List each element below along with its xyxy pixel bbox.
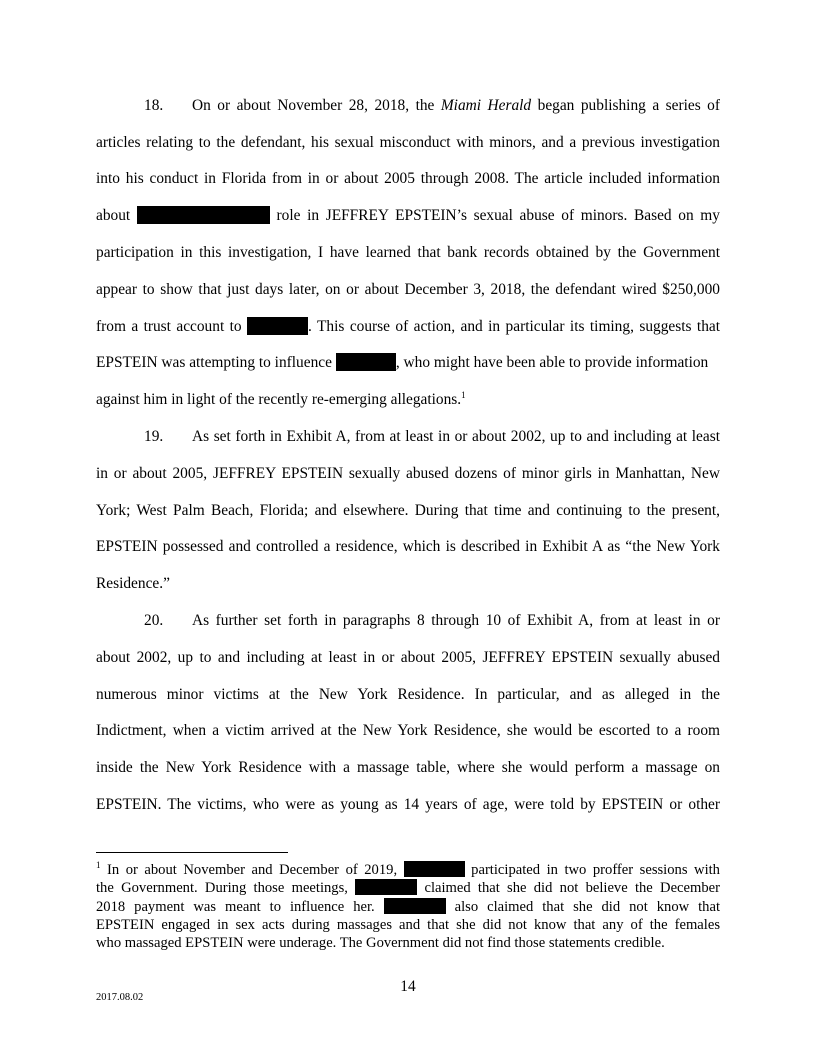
p18-text: . This course of action, and in particular its timing, suggests that bbox=[308, 318, 720, 335]
p18-text: from a trust account to bbox=[96, 318, 242, 335]
footnote-label bbox=[96, 862, 397, 878]
p18-line-8 bbox=[96, 353, 720, 373]
p18-text: about bbox=[96, 207, 131, 224]
page-number: 14 bbox=[400, 978, 416, 995]
p20-line-3: numerous minor victims at the New York Residence. In particular, and as alleged in the bbox=[96, 686, 720, 703]
paragraph-number-18: 18. bbox=[144, 97, 164, 114]
p18-line-6: appear to show that just days later, on or about December 3, 2018, the defendant wired $250,000 bbox=[96, 281, 720, 298]
p19-line-3: York; West Palm Beach, Florida; and elsewhere. During that time and continuing to the present, bbox=[96, 502, 720, 519]
footnote-line-1 bbox=[96, 861, 720, 879]
p19-text: As set forth in Exhibit A, from at least in or about 2002, up to and including at least bbox=[192, 428, 720, 445]
p20-line-1 bbox=[96, 611, 720, 631]
p20-line-2: about 2002, up to and including at least in or about 2005, JEFFREY EPSTEIN sexually abused bbox=[96, 649, 720, 666]
paragraph-number-19: 19. bbox=[144, 428, 164, 445]
footnote-text: In or about November and December of 2019, bbox=[100, 862, 398, 878]
p18-text: , who might have been able to provide information bbox=[395, 354, 709, 371]
footnote-text: claimed that she did not believe the December bbox=[424, 880, 720, 896]
p18-text: role in JEFFREY EPSTEIN’s sexual abuse of minors. Based on my bbox=[276, 207, 720, 224]
footnote-text: the Government. During those meetings, bbox=[96, 880, 348, 896]
p20-text: As further set forth in paragraphs 8 through 10 of Exhibit A, from at least in or bbox=[192, 612, 720, 629]
redaction-bar bbox=[336, 353, 396, 371]
p18-line-4 bbox=[96, 206, 720, 226]
p18-text: against him in light of the recently re-emerging allegations. bbox=[96, 391, 462, 408]
p19-line-1 bbox=[96, 427, 720, 447]
footnote-reference[interactable]: 1 bbox=[461, 390, 466, 400]
p18-line-1 bbox=[96, 96, 720, 116]
footnote-text: participated in two proffer sessions with bbox=[471, 862, 720, 878]
paragraph-number-20: 20. bbox=[144, 612, 164, 629]
p20-line-6: EPSTEIN. The victims, who were as young as 14 years of age, were told by EPSTEIN or other bbox=[96, 796, 720, 813]
p19-line-2: in or about 2005, JEFFREY EPSTEIN sexually abused dozens of minor girls in Manhattan, New bbox=[96, 465, 720, 482]
redaction-bar bbox=[355, 879, 417, 895]
miami-herald-title: Miami Herald bbox=[440, 97, 532, 114]
p18-text: On or about November 28, 2018, the bbox=[192, 97, 441, 114]
p18-text: began publishing a series of bbox=[531, 97, 720, 114]
redaction-bar bbox=[384, 898, 446, 914]
p19-line-4: EPSTEIN possessed and controlled a residence, which is described in Exhibit A as “the New York bbox=[96, 538, 720, 555]
footnote-text: 2018 payment was meant to influence her. bbox=[96, 899, 375, 915]
p18-line-2: articles relating to the defendant, his sexual misconduct with minors, and a previous investigation bbox=[96, 134, 720, 151]
p18-line-7 bbox=[96, 317, 720, 337]
redaction-bar bbox=[137, 206, 270, 224]
footnote-line-2 bbox=[96, 879, 720, 897]
footnote-line-5: who massaged EPSTEIN were underage. The Government did not find those statements credible. bbox=[96, 935, 665, 951]
p18-line-5: participation in this investigation, I have learned that bank records obtained by the Government bbox=[96, 244, 720, 261]
redaction-bar bbox=[404, 861, 465, 877]
p18-line-3: into his conduct in Florida from in or about 2005 through 2008. The article included information bbox=[96, 170, 720, 187]
footnote-separator bbox=[96, 852, 288, 853]
redaction-bar bbox=[247, 317, 308, 335]
p18-line-9 bbox=[96, 390, 720, 410]
date-stamp: 2017.08.02 bbox=[96, 992, 144, 1003]
footnote-line-3 bbox=[96, 898, 720, 916]
p20-line-5: inside the New York Residence with a massage table, where she would perform a massage on bbox=[96, 759, 720, 776]
footnote-line-4: EPSTEIN engaged in sex acts during massages and that she did not know that any of the females bbox=[96, 917, 720, 933]
p19-line-5: Residence.” bbox=[96, 575, 170, 592]
footnote-marker: 1 bbox=[96, 861, 101, 870]
footnote-text: also claimed that she did not know that bbox=[454, 899, 720, 915]
p18-text: EPSTEIN was attempting to influence bbox=[96, 354, 332, 371]
p20-line-4: Indictment, when a victim arrived at the New York Residence, she would be escorted to a room bbox=[96, 722, 720, 739]
